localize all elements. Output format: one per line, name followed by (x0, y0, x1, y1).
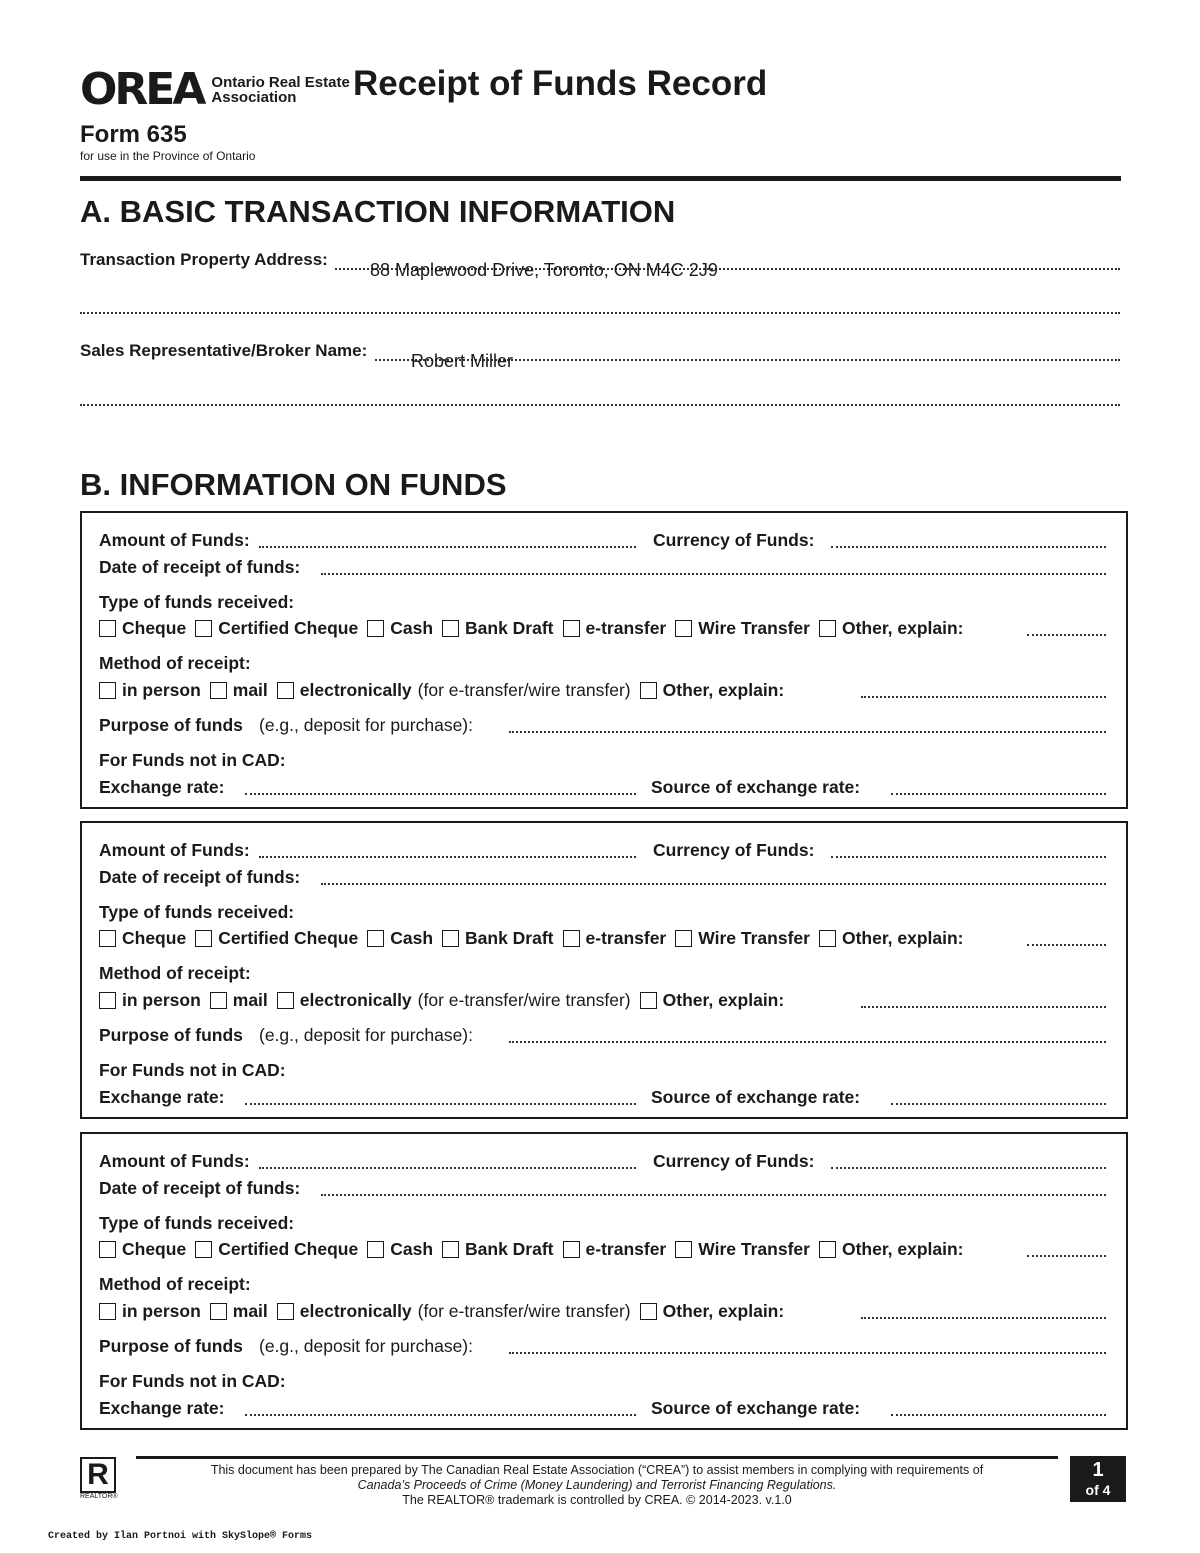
broker-dotted-line-2 (80, 404, 1120, 406)
type-option-label: Certified Cheque (218, 618, 359, 638)
type-heading-row (99, 1212, 1106, 1234)
amount-field[interactable] (259, 856, 636, 858)
type-option-label: Other, explain: (841, 928, 964, 948)
method-option-label: electronically (299, 1301, 412, 1321)
date-label: Date of receipt of funds: (99, 867, 301, 887)
type-option-label: Other, explain: (841, 1239, 964, 1259)
type-option-cheque[interactable] (99, 1238, 186, 1260)
exchange-row (99, 776, 1106, 798)
bank-draft-checkbox[interactable] (442, 1241, 459, 1258)
method-heading-row (99, 962, 1106, 984)
orea-org-name: Ontario Real Estate Association (211, 74, 350, 106)
exchange-rate-label: Exchange rate: (99, 777, 225, 797)
exchange-source-field[interactable] (891, 1103, 1106, 1105)
bank-draft-checkbox[interactable] (442, 930, 459, 947)
footer-line-2: Canada’s Proceeds of Crime (Money Laundering) and Terrorist Financing Regulations. (357, 1478, 837, 1492)
type-option-label: e-transfer (585, 928, 667, 948)
method-other-field[interactable] (861, 1006, 1106, 1008)
method-option-mail[interactable] (210, 989, 268, 1011)
purpose-note: (e.g., deposit for purchase): (259, 1025, 473, 1045)
not-cad-row (99, 1370, 1106, 1392)
footer-disclaimer (136, 1463, 1058, 1508)
date-field[interactable] (321, 1194, 1106, 1196)
exchange-source-label: Source of exchange rate: (651, 1087, 861, 1107)
mail-checkbox[interactable] (210, 682, 227, 699)
date-field[interactable] (321, 573, 1106, 575)
e-transfer-checkbox[interactable] (563, 930, 580, 947)
purpose-field[interactable] (509, 1352, 1106, 1354)
type-option-other[interactable] (819, 927, 964, 949)
exchange-source-field[interactable] (891, 1414, 1106, 1416)
method-option-label: in person (122, 680, 201, 700)
not-cad-row (99, 749, 1106, 771)
type-option-label: Cheque (122, 1239, 187, 1259)
amount-currency-row (99, 529, 1106, 551)
purpose-note: (e.g., deposit for purchase): (259, 715, 473, 735)
cheque-checkbox[interactable] (99, 1241, 116, 1258)
electronic-note: (for e-transfer/wire transfer) (417, 1301, 631, 1321)
type-options-row (99, 927, 1106, 949)
type-option-wire-transfer[interactable] (675, 927, 810, 949)
wire-transfer-checkbox[interactable] (675, 1241, 692, 1258)
date-label: Date of receipt of funds: (99, 1178, 301, 1198)
not-cad-row (99, 1059, 1106, 1081)
exchange-row (99, 1086, 1106, 1108)
amount-currency-row (99, 839, 1106, 861)
exchange-rate-field[interactable] (245, 1103, 636, 1105)
method-option-electronically[interactable] (277, 989, 631, 1011)
header-rule (80, 176, 1121, 181)
type-option-label: Cash (390, 1239, 434, 1259)
created-by-note: Created by Ilan Portnoi with SkySlope® Forms (48, 1531, 313, 1542)
amount-field[interactable] (259, 546, 636, 548)
electronically-checkbox[interactable] (277, 682, 294, 699)
in-person-checkbox[interactable] (99, 1303, 116, 1320)
exchange-rate-field[interactable] (245, 793, 636, 795)
in-person-checkbox[interactable] (99, 992, 116, 1009)
funds-record-block (80, 511, 1128, 809)
type-option-e-transfer[interactable] (563, 927, 667, 949)
method-options-row (99, 989, 1106, 1011)
broker-value[interactable]: Robert Miller (411, 351, 514, 371)
bank-draft-checkbox[interactable] (442, 620, 459, 637)
date-row (99, 1177, 1106, 1199)
form-title: Receipt of Funds Record (353, 64, 768, 103)
orea-logo (80, 64, 351, 115)
type-option-bank-draft[interactable] (442, 617, 554, 639)
type-option-label: Cheque (122, 618, 187, 638)
broker-field[interactable] (80, 341, 1120, 371)
type-option-label: Other, explain: (841, 618, 964, 638)
not-cad-label: For Funds not in CAD: (99, 1371, 286, 1391)
method-option-electronically[interactable] (277, 1300, 631, 1322)
exchange-rate-label: Exchange rate: (99, 1087, 225, 1107)
address-label: Transaction Property Address: (80, 250, 334, 270)
amount-field[interactable] (259, 1167, 636, 1169)
footer-line-3: The REALTOR® trademark is controlled by CREA. © 2014-2023. v.1.0 (402, 1493, 792, 1507)
method-option-other[interactable] (640, 679, 785, 701)
form-number: Form 635 (80, 121, 187, 148)
method-option-electronically[interactable] (277, 679, 631, 701)
type-label: Type of funds received: (99, 592, 295, 612)
method-option-label: mail (232, 680, 268, 700)
realtor-logo (80, 1457, 116, 1501)
date-row (99, 866, 1106, 888)
currency-field[interactable] (831, 546, 1106, 548)
purpose-label: Purpose of funds (99, 1025, 243, 1045)
address-dotted-line-2 (80, 312, 1120, 314)
method-option-in-person[interactable] (99, 679, 201, 701)
type-option-e-transfer[interactable] (563, 617, 667, 639)
method-option-label: Other, explain: (662, 990, 785, 1010)
method-option-other[interactable] (640, 1300, 785, 1322)
address-value[interactable]: 88 Maplewood Drive, Toronto, ON M4C 2J9 (370, 260, 718, 280)
exchange-rate-field[interactable] (245, 1414, 636, 1416)
type-option-label: e-transfer (585, 618, 667, 638)
page-total: of 4 (1085, 1482, 1111, 1498)
not-cad-label: For Funds not in CAD: (99, 750, 286, 770)
method-heading-row (99, 1273, 1106, 1295)
type-option-cheque[interactable] (99, 617, 186, 639)
purpose-row (99, 714, 1106, 736)
type-option-label: Wire Transfer (698, 1239, 810, 1259)
electronic-note: (for e-transfer/wire transfer) (417, 990, 631, 1010)
section-a-title: A. BASIC TRANSACTION INFORMATION (80, 194, 676, 229)
not-cad-label: For Funds not in CAD: (99, 1060, 286, 1080)
currency-field[interactable] (831, 1167, 1106, 1169)
type-option-bank-draft[interactable] (442, 1238, 554, 1260)
type-option-certified-cheque[interactable] (195, 1238, 358, 1260)
funds-record-block (80, 821, 1128, 1119)
type-option-label: Certified Cheque (218, 1239, 359, 1259)
type-option-cash[interactable] (367, 927, 433, 949)
type-options-row (99, 1238, 1106, 1260)
type-option-label: Cheque (122, 928, 187, 948)
amount-label: Amount of Funds: (99, 1151, 250, 1171)
purpose-field[interactable] (509, 731, 1106, 733)
mail-checkbox[interactable] (210, 992, 227, 1009)
method-option-label: Other, explain: (662, 1301, 785, 1321)
method-other-field[interactable] (861, 696, 1106, 698)
type-option-cheque[interactable] (99, 927, 186, 949)
method-option-in-person[interactable] (99, 1300, 201, 1322)
electronically-checkbox[interactable] (277, 1303, 294, 1320)
in-person-checkbox[interactable] (99, 682, 116, 699)
type-option-cash[interactable] (367, 1238, 433, 1260)
purpose-label: Purpose of funds (99, 1336, 243, 1356)
form-header (80, 64, 1120, 184)
method-options-row (99, 1300, 1106, 1322)
method-option-label: in person (122, 1301, 201, 1321)
type-option-wire-transfer[interactable] (675, 1238, 810, 1260)
amount-label: Amount of Funds: (99, 530, 250, 550)
type-option-label: Bank Draft (465, 1239, 554, 1259)
cash-checkbox[interactable] (367, 620, 384, 637)
cash-checkbox[interactable] (367, 1241, 384, 1258)
type-option-bank-draft[interactable] (442, 927, 554, 949)
wire-transfer-checkbox[interactable] (675, 620, 692, 637)
currency-field[interactable] (831, 856, 1106, 858)
form-subtitle: for use in the Province of Ontario (80, 149, 256, 163)
page-indicator (1070, 1456, 1126, 1502)
orea-logo-mark: OREA (80, 64, 204, 115)
date-row (99, 556, 1106, 578)
type-other-field[interactable] (1027, 634, 1106, 636)
currency-label: Currency of Funds: (653, 530, 815, 550)
type-option-label: Bank Draft (465, 928, 554, 948)
type-options-row (99, 617, 1106, 639)
section-b-title: B. INFORMATION ON FUNDS (80, 467, 507, 502)
method-option-mail[interactable] (210, 679, 268, 701)
type-option-label: Cash (390, 928, 434, 948)
amount-label: Amount of Funds: (99, 840, 250, 860)
method-options-row (99, 679, 1106, 701)
type-option-other[interactable] (819, 617, 964, 639)
type-option-label: Cash (390, 618, 434, 638)
mail-checkbox[interactable] (210, 1303, 227, 1320)
method-option-other[interactable] (640, 989, 785, 1011)
amount-currency-row (99, 1150, 1106, 1172)
date-label: Date of receipt of funds: (99, 557, 301, 577)
type-label: Type of funds received: (99, 1213, 295, 1233)
purpose-field[interactable] (509, 1041, 1106, 1043)
other-checkbox[interactable] (819, 1241, 836, 1258)
method-other-checkbox[interactable] (640, 1303, 657, 1320)
type-label: Type of funds received: (99, 902, 295, 922)
method-other-field[interactable] (861, 1317, 1106, 1319)
purpose-row (99, 1335, 1106, 1357)
type-option-label: Bank Draft (465, 618, 554, 638)
type-option-label: Certified Cheque (218, 928, 359, 948)
method-option-label: mail (232, 990, 268, 1010)
method-label: Method of receipt: (99, 1274, 251, 1294)
purpose-note: (e.g., deposit for purchase): (259, 1336, 473, 1356)
wire-transfer-checkbox[interactable] (675, 930, 692, 947)
exchange-source-field[interactable] (891, 793, 1106, 795)
footer-rule (136, 1456, 1058, 1459)
method-heading-row (99, 652, 1106, 674)
certified-cheque-checkbox[interactable] (195, 620, 212, 637)
exchange-source-label: Source of exchange rate: (651, 1398, 861, 1418)
realtor-logo-text: REALTOR® (80, 1493, 118, 1500)
type-option-wire-transfer[interactable] (675, 617, 810, 639)
method-option-label: mail (232, 1301, 268, 1321)
electronically-checkbox[interactable] (277, 992, 294, 1009)
method-label: Method of receipt: (99, 963, 251, 983)
type-option-certified-cheque[interactable] (195, 617, 358, 639)
purpose-label: Purpose of funds (99, 715, 243, 735)
method-option-label: Other, explain: (662, 680, 785, 700)
address-field-line-2[interactable] (80, 294, 1120, 318)
e-transfer-checkbox[interactable] (563, 620, 580, 637)
method-option-label: electronically (299, 990, 412, 1010)
broker-label: Sales Representative/Broker Name: (80, 341, 373, 361)
other-checkbox[interactable] (819, 930, 836, 947)
type-option-label: e-transfer (585, 1239, 667, 1259)
footer-line-1: This document has been prepared by The Canadian Real Estate Association (“CREA”) to assist members in complying with requirements of (210, 1463, 984, 1477)
broker-field-line-2[interactable] (80, 386, 1120, 410)
method-option-mail[interactable] (210, 1300, 268, 1322)
cheque-checkbox[interactable] (99, 620, 116, 637)
type-option-e-transfer[interactable] (563, 1238, 667, 1260)
type-option-label: Wire Transfer (698, 618, 810, 638)
method-option-in-person[interactable] (99, 989, 201, 1011)
type-option-cash[interactable] (367, 617, 433, 639)
type-other-field[interactable] (1027, 944, 1106, 946)
exchange-source-label: Source of exchange rate: (651, 777, 861, 797)
certified-cheque-checkbox[interactable] (195, 1241, 212, 1258)
method-label: Method of receipt: (99, 653, 251, 673)
date-field[interactable] (321, 883, 1106, 885)
method-other-checkbox[interactable] (640, 682, 657, 699)
exchange-row (99, 1397, 1106, 1419)
purpose-row (99, 1024, 1106, 1046)
type-option-certified-cheque[interactable] (195, 927, 358, 949)
method-option-label: electronically (299, 680, 412, 700)
page-number: 1 (1092, 1459, 1104, 1481)
method-other-checkbox[interactable] (640, 992, 657, 1009)
cash-checkbox[interactable] (367, 930, 384, 947)
realtor-logo-mark: R (80, 1457, 116, 1493)
type-option-label: Wire Transfer (698, 928, 810, 948)
currency-label: Currency of Funds: (653, 840, 815, 860)
type-option-other[interactable] (819, 1238, 964, 1260)
currency-label: Currency of Funds: (653, 1151, 815, 1171)
exchange-rate-label: Exchange rate: (99, 1398, 225, 1418)
other-checkbox[interactable] (819, 620, 836, 637)
e-transfer-checkbox[interactable] (563, 1241, 580, 1258)
address-field[interactable] (80, 250, 1120, 280)
method-option-label: in person (122, 990, 201, 1010)
funds-record-block (80, 1132, 1128, 1430)
electronic-note: (for e-transfer/wire transfer) (417, 680, 631, 700)
certified-cheque-checkbox[interactable] (195, 930, 212, 947)
type-heading-row (99, 901, 1106, 923)
type-other-field[interactable] (1027, 1255, 1106, 1257)
cheque-checkbox[interactable] (99, 930, 116, 947)
type-heading-row (99, 591, 1106, 613)
